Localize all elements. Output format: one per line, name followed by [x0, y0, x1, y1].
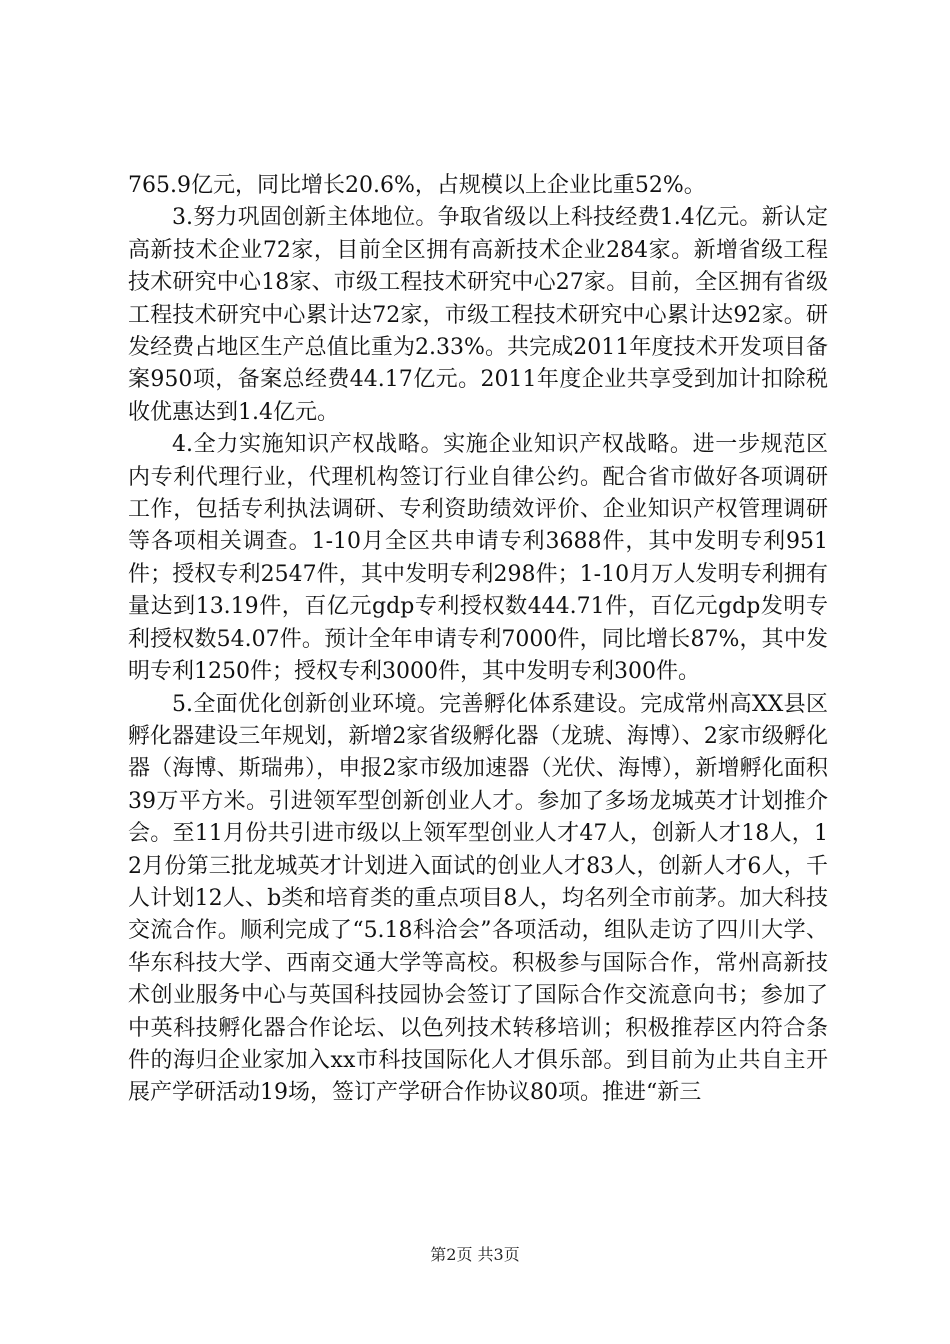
paragraph-continuation: 765.9亿元，同比增长20.6%，占规模以上企业比重52%。: [128, 173, 706, 198]
paragraph-intellectual-property: 4.全力实施知识产权战略。实施企业知识产权战略。进一步规范区内专利代理行业，代理机构签订行业自律公约。配合省市做好各项调研工作，包括专利执法调研、专利资助绩效评价、企业知识产权管理调研等各项相关调查。1-10月全区共申请专利3688件，其中发明专利951件；授权专利2547件，其中发明专利298件；1-10月万人发明专利拥有量达到13.19件，百亿元gdp专利授权数444.71件，百亿元gdp发明专利授权数54.07件。预计全年申请专利7000件，同比增长87%，其中发明专利1250件；授权专利3000件，其中发明专利300件。: [128, 432, 828, 685]
paragraph-innovation-environment: 5.全面优化创新创业环境。完善孵化体系建设。完成常州高XX县区孵化器建设三年规划，新增2家省级孵化器（龙琥、海博）、2家市级孵化器（海博、斯瑞弗），申报2家市级加速器（光伏、海博），新增孵化面积39万平方米。引进领军型创新创业人才。参加了多场龙城英才计划推介会。至11月份共引进市级以上领军型创业人才47人，创新人才18人，12月份第三批龙城英才计划进入面试的创业人才83人，创新人才6人，千人计划12人、b类和培育类的重点项目8人，均名列全市前茅。加大科技交流合作。顺利完成了“5.18科洽会”各项活动，组队走访了四川大学、华东科技大学、西南交通大学等高校。积极参与国际合作，常州高新技术创业服务中心与英国科技园协会签订了国际合作交流意向书；参加了中英科技孵化器合作论坛、以色列技术转移培训；积极推荐区内符合条件的海归企业家加入xx市科技国际化人才俱乐部。到目前为止共自主开展产学研活动19场，签订产学研合作协议80项。推进“新三: [128, 691, 828, 1106]
document-body: [128, 170, 828, 1110]
page-footer: [0, 1245, 950, 1265]
page-number-label: 第2页 共3页: [430, 1245, 520, 1264]
paragraph-innovation-subject: 3.努力巩固创新主体地位。争取省级以上科技经费1.4亿元。新认定高新技术企业72家，目前全区拥有高新技术企业284家。新增省级工程技术研究中心18家、市级工程技术研究中心27家。目前，全区拥有省级工程技术研究中心累计达72家，市级工程技术研究中心累计达92家。研发经费占地区生产总值比重为2.33%。共完成2011年度技术开发项目备案950项，备案总经费44.17亿元。2011年度企业共享受到加计扣除税收优惠达到1.4亿元。: [128, 205, 828, 425]
